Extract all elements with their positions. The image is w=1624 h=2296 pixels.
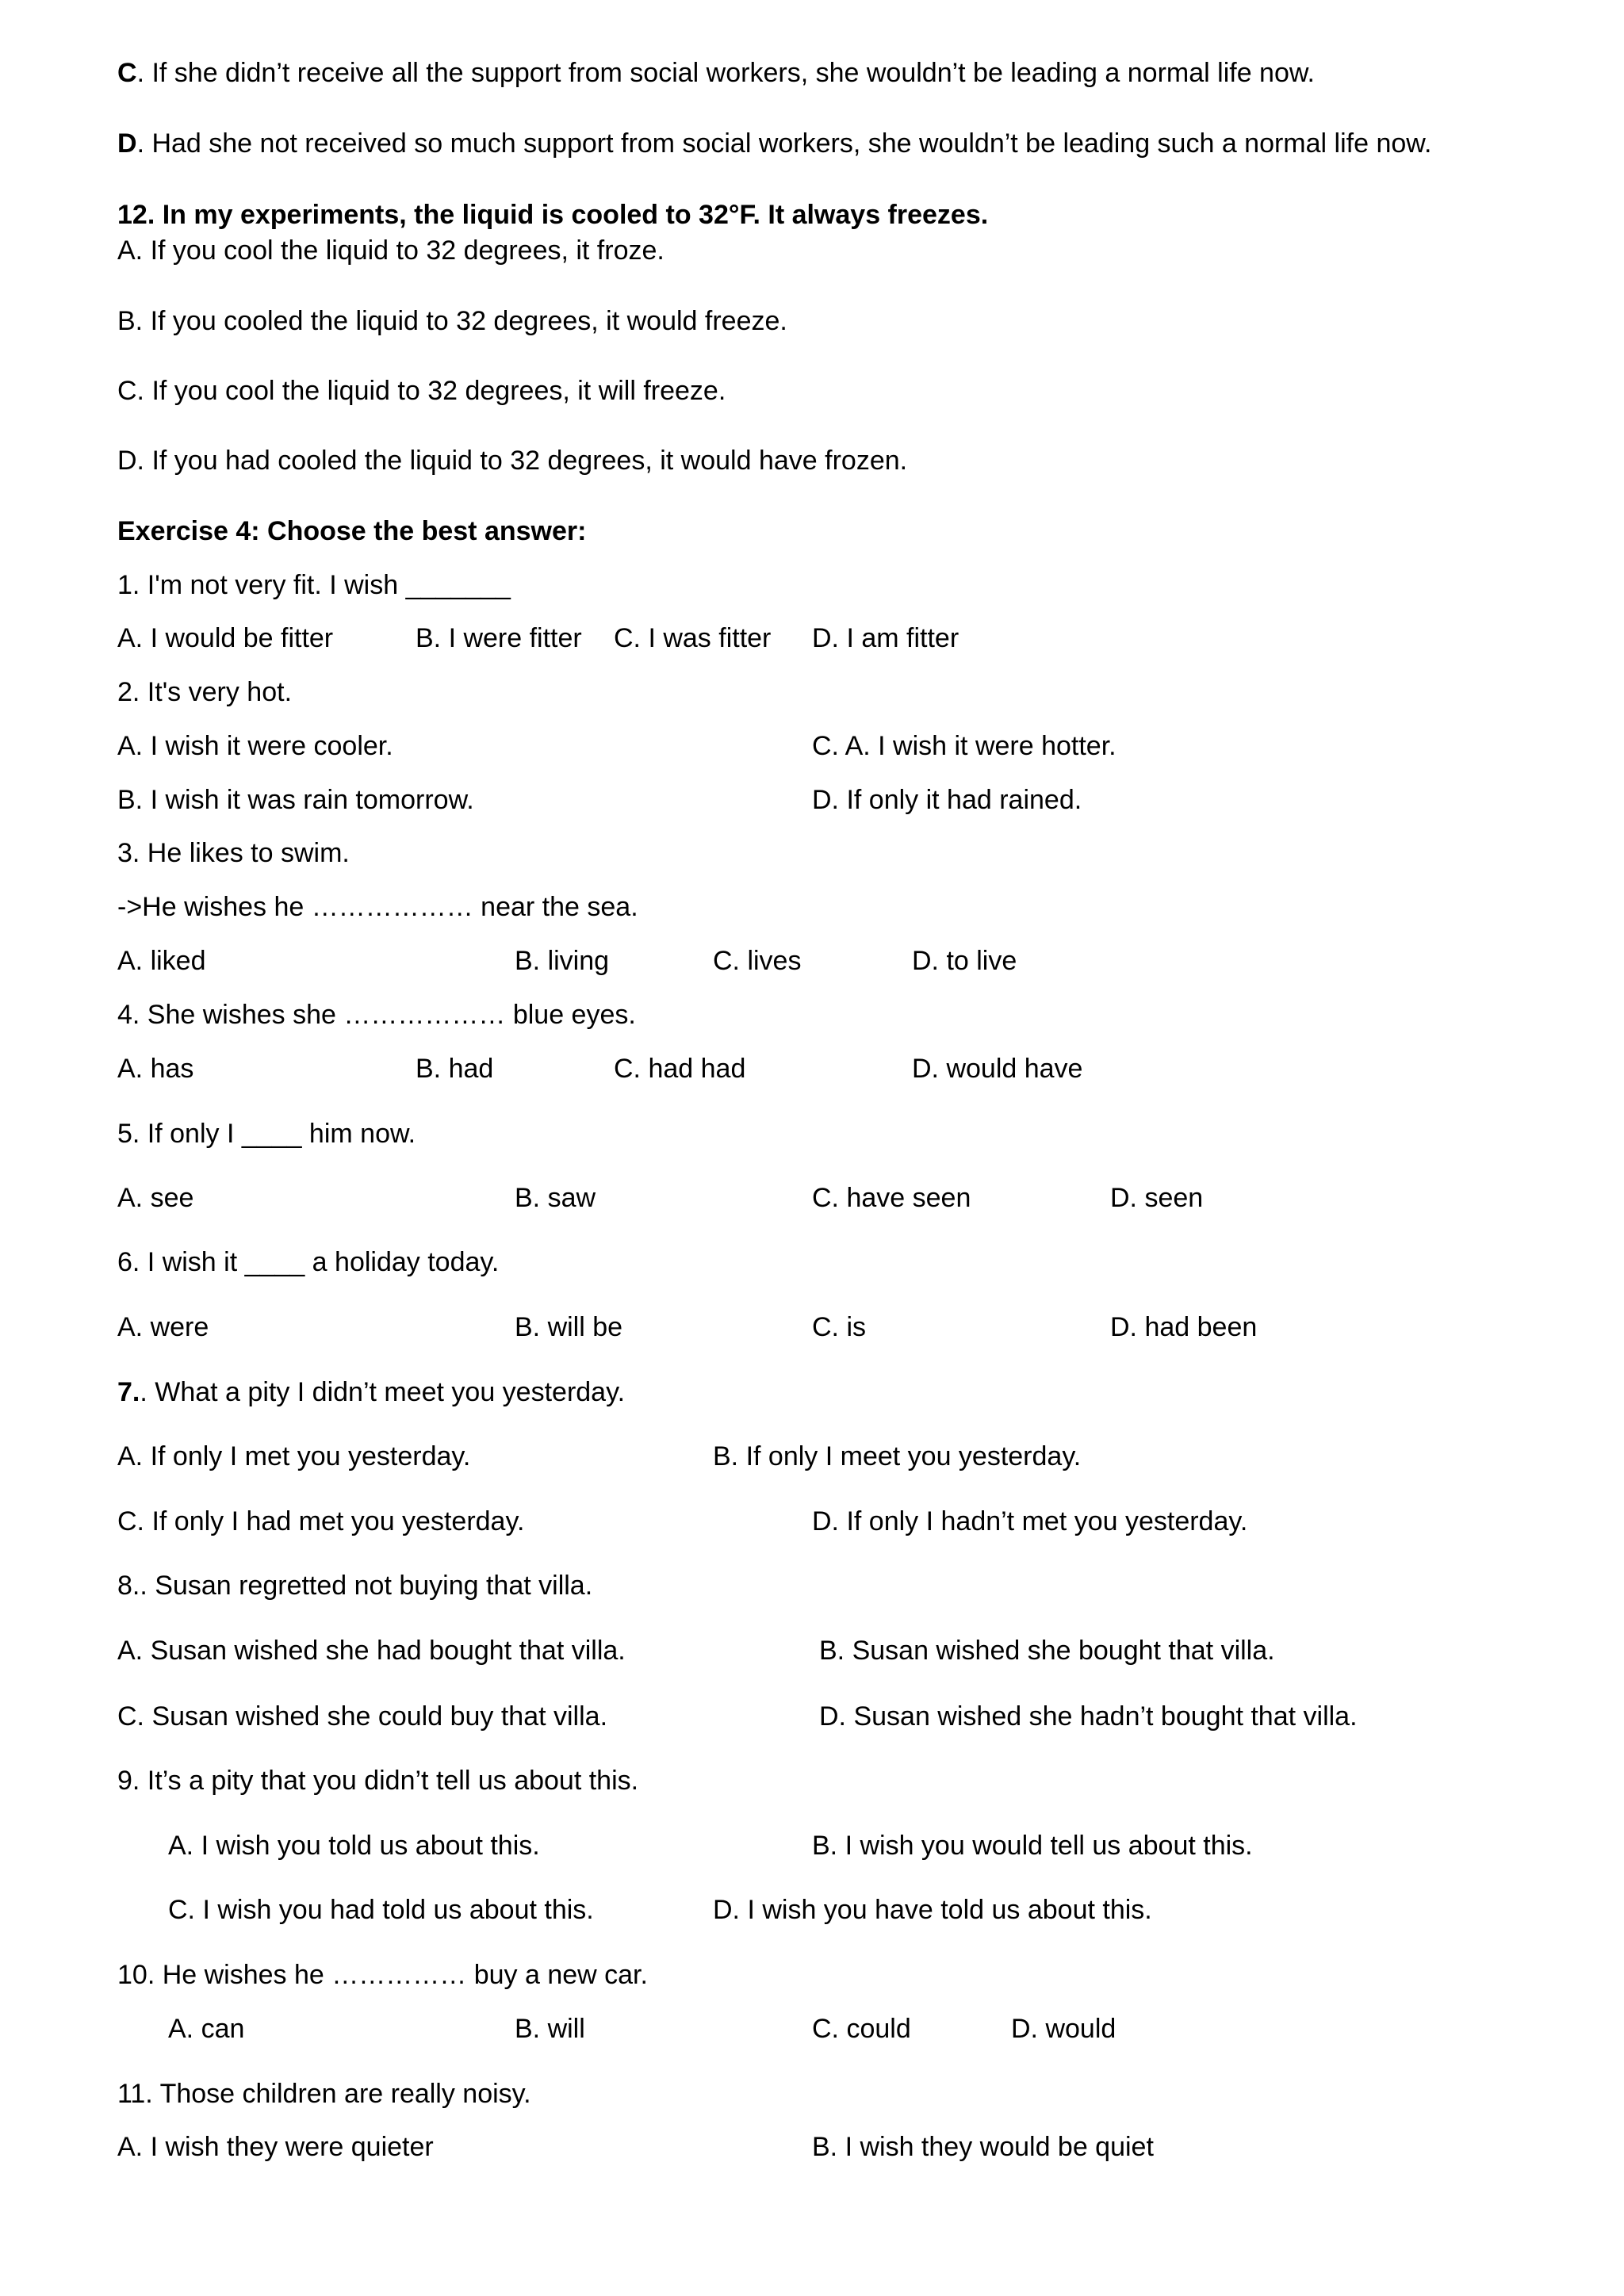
ex4-q2-option-a: A. I wish it were cooler. — [117, 731, 393, 761]
ex4-q3-option-a: A. liked — [117, 946, 206, 976]
ex4-q11-option-a: A. I wish they were quieter — [117, 2132, 434, 2162]
ex4-q8-option-a: A. Susan wished she had bought that villa. — [117, 1636, 626, 1666]
question-text: . What a pity I didn’t meet you yesterday. — [140, 1377, 626, 1407]
ex4-q1-option-a: A. I would be fitter — [117, 623, 334, 653]
prev-question-option-d — [117, 126, 1431, 161]
ex4-q9-prompt: 9. It’s a pity that you didn’t tell us about this. — [117, 1766, 639, 1796]
ex4-q7-option-b: B. If only I meet you yesterday. — [713, 1441, 1082, 1471]
ex4-q3-prompt-continued: ->He wishes he ……………… near the sea. — [117, 892, 638, 922]
ex4-q4-option-a: A. has — [117, 1054, 194, 1084]
ex4-q10-prompt: 10. He wishes he …………… buy a new car. — [117, 1960, 648, 1990]
ex4-q11-option-b: B. I wish they would be quiet — [812, 2132, 1154, 2162]
option-text: . If she didn’t receive all the support from social workers, she wouldn’t be leading a normal life now. — [136, 58, 1315, 88]
ex4-q5-option-a: A. see — [117, 1183, 194, 1213]
option-letter: D — [117, 128, 137, 159]
ex4-q10-option-b: B. will — [515, 2014, 585, 2044]
ex4-q9-option-b: B. I wish you would tell us about this. — [812, 1831, 1253, 1861]
ex4-q10-option-d: D. would — [1011, 2014, 1116, 2044]
option-letter: C — [117, 58, 137, 88]
exercise-4-heading: Exercise 4: Choose the best answer: — [117, 516, 587, 546]
ex4-q8-option-b: B. Susan wished she bought that villa. — [819, 1636, 1275, 1666]
ex4-q2-option-b: B. I wish it was rain tomorrow. — [117, 785, 474, 815]
ex4-q1-option-b: B. I were fitter — [416, 623, 582, 653]
ex4-q4-option-b: B. had — [416, 1054, 494, 1084]
ex4-q7-prompt — [117, 1375, 625, 1410]
ex4-q2-option-d: D. If only it had rained. — [812, 785, 1082, 815]
question-12-option-a: A. If you cool the liquid to 32 degrees, it froze. — [117, 235, 665, 266]
ex4-q2-option-c: C. A. I wish it were hotter. — [812, 731, 1116, 761]
prev-question-option-c — [117, 55, 1315, 90]
ex4-q10-option-c: C. could — [812, 2014, 911, 2044]
ex4-q7-option-a: A. If only I met you yesterday. — [117, 1441, 471, 1471]
ex4-q4-option-d: D. would have — [912, 1054, 1083, 1084]
ex4-q1-option-d: D. I am fitter — [812, 623, 959, 653]
ex4-q4-prompt: 4. She wishes she ……………… blue eyes. — [117, 1000, 636, 1030]
ex4-q9-option-d: D. I wish you have told us about this. — [713, 1895, 1152, 1925]
ex4-q5-option-c: C. have seen — [812, 1183, 971, 1213]
ex4-q3-option-d: D. to live — [912, 946, 1017, 976]
ex4-q7-option-d: D. If only I hadn’t met you yesterday. — [812, 1506, 1248, 1536]
ex4-q2-prompt: 2. It's very hot. — [117, 677, 293, 707]
question-12-prompt: 12. In my experiments, the liquid is cooled to 32°F. It always freezes. — [117, 200, 989, 230]
ex4-q3-option-c: C. lives — [713, 946, 802, 976]
ex4-q6-option-d: D. had been — [1110, 1312, 1258, 1342]
ex4-q1-option-c: C. I was fitter — [614, 623, 772, 653]
ex4-q7-option-c: C. If only I had met you yesterday. — [117, 1506, 525, 1536]
ex4-q9-option-c: C. I wish you had told us about this. — [168, 1895, 594, 1925]
ex4-q3-prompt: 3. He likes to swim. — [117, 838, 350, 868]
ex4-q4-option-c: C. had had — [614, 1054, 746, 1084]
option-text: . Had she not received so much support from social workers, she wouldn’t be leading such a normal life now. — [136, 128, 1432, 159]
ex4-q6-option-c: C. is — [812, 1312, 866, 1342]
ex4-q10-option-a: A. can — [168, 2014, 245, 2044]
ex4-q8-prompt: 8.. Susan regretted not buying that villa. — [117, 1571, 593, 1601]
question-12-option-d: D. If you had cooled the liquid to 32 degrees, it would have frozen. — [117, 446, 908, 476]
question-12-option-c: C. If you cool the liquid to 32 degrees, it will freeze. — [117, 376, 726, 406]
ex4-q3-option-b: B. living — [515, 946, 610, 976]
ex4-q11-prompt: 11. Those children are really noisy. — [117, 2079, 531, 2109]
ex4-q8-option-c: C. Susan wished she could buy that villa. — [117, 1701, 608, 1732]
ex4-q5-prompt: 5. If only I ____ him now. — [117, 1119, 416, 1149]
question-12-option-b: B. If you cooled the liquid to 32 degrees, it would freeze. — [117, 306, 787, 336]
ex4-q6-prompt: 6. I wish it ____ a holiday today. — [117, 1247, 500, 1277]
ex4-q8-option-d: D. Susan wished she hadn’t bought that villa. — [819, 1701, 1358, 1732]
ex4-q5-option-b: B. saw — [515, 1183, 596, 1213]
ex4-q6-option-a: A. were — [117, 1312, 209, 1342]
ex4-q6-option-b: B. will be — [515, 1312, 623, 1342]
ex4-q1-prompt: 1. I'm not very fit. I wish _______ — [117, 570, 511, 600]
ex4-q5-option-d: D. seen — [1110, 1183, 1204, 1213]
ex4-q9-option-a: A. I wish you told us about this. — [168, 1831, 540, 1861]
question-number: 7. — [117, 1377, 140, 1407]
